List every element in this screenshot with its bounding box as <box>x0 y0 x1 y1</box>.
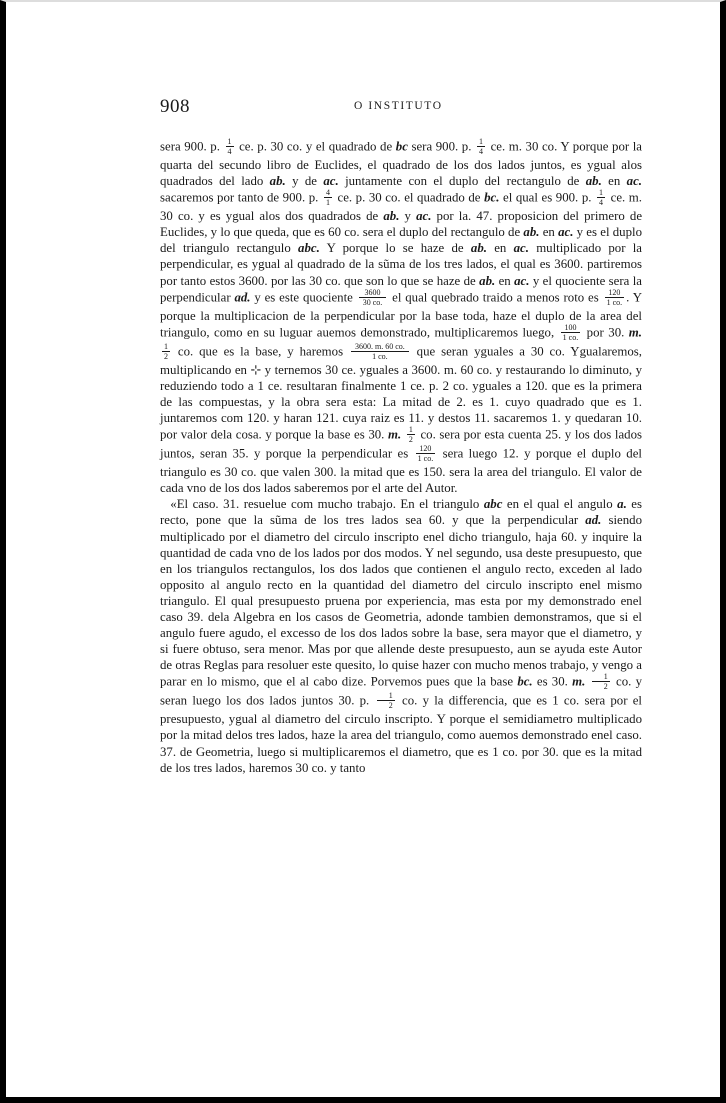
fraction-denominator: 1 <box>325 198 330 208</box>
fraction <box>407 425 415 444</box>
italic-term: ac. <box>558 225 574 240</box>
fraction-denominator: 2 <box>388 701 393 711</box>
fraction <box>561 323 581 342</box>
fraction-numerator: 1 <box>377 691 395 701</box>
italic-term: ac. <box>514 273 530 288</box>
fraction-denominator: 1 co. <box>372 351 388 361</box>
fraction-denominator: 1 co. <box>417 454 434 464</box>
italic-term: ac. <box>416 209 432 224</box>
italic-term: m. <box>628 325 642 340</box>
italic-term: bc <box>395 139 408 154</box>
fraction <box>416 444 436 463</box>
fraction-numerator: 120 <box>605 288 625 298</box>
italic-term: abc. <box>298 241 320 256</box>
fraction <box>597 188 605 207</box>
fraction-denominator: 2 <box>408 435 413 445</box>
fraction-numerator: 120 <box>416 444 436 454</box>
fraction-numerator: 1 <box>408 425 413 435</box>
fraction-denominator: 2 <box>164 351 168 361</box>
italic-term: ac. <box>323 174 339 189</box>
fraction <box>351 342 409 361</box>
italic-term: ab. <box>269 174 286 189</box>
fraction-numerator: 4 <box>325 188 330 198</box>
page-body <box>160 138 642 776</box>
book-page <box>160 96 642 776</box>
italic-term: bc. <box>517 674 533 689</box>
italic-term: ac. <box>513 241 529 256</box>
italic-term: ab. <box>523 225 540 240</box>
fraction-numerator: 1 <box>592 672 610 682</box>
fraction-denominator: 30 co. <box>362 297 383 307</box>
italic-term: ac. <box>626 174 642 189</box>
italic-term: ab. <box>383 209 400 224</box>
fraction <box>324 188 332 207</box>
italic-term: ab. <box>470 241 487 256</box>
italic-term: abc <box>483 497 503 512</box>
fraction-denominator: 1 co. <box>562 332 579 342</box>
page-header <box>160 96 642 118</box>
italic-term: m. <box>572 674 586 689</box>
fraction <box>605 288 625 307</box>
paragraph: «El caso. 31. resuelue com mucho trabajo. En el triangulo abc en el qual el angulo a. es recto, pone que la sũma de los tres lados sea 60. y que la perpendicular ad. siendo multiplicado por el diametro del circulo inscripto enel dicho triangulo, haja 60. y inquire la quantidad de cada vno de los lados por dos modos. Y nel segundo, usa deste presupuesto, que en los triangulos rectangulos, los dos lados que contienen el angulo recto, exceden al lado opposito al angulo recto en la quantidad del diametro del circulo inscripto enel mismo triangulo. El qual presupuesto pruena por experiencia, mas esta por my demonstrado enel caso 39. dela Algebra en los casos de Geometria, adonde tambien demonstramos, que si el angulo fuere agudo, el excesso de los dos lados sobre la base, sera mayor que el diametro, y si fuere obtuso, sera menor. Mas por que allende deste presupuesto, aun se ayuda este Autor de otras Reglas para resoluer este quesito, lo quise hazer con mucho menos trabajo, y vengo a parar en lo mismo, que el al cabo dize. Porvemos pues que la base bc. es 30. m. $\frac{1}{2}$ co. y seran luego los dos lados juntos 30. p. $\frac{1}{2}$ co. y la differencia, que es 1 co. sera por el presupuesto, ygual al diametro del circulo inscripto. Y porque el semidiametro multiplicado por la mitad delos tres lados, haze la area del triangulo, como auemos demonstrado enel caso. 37. de Geometria, luego si multiplicaremos el diametro, que es 1 co. por 30. que es la mitad de los tres lados, haremos 30 co. y tanto <box>160 497 643 775</box>
fraction-numerator: 100 <box>561 323 581 333</box>
fraction-denominator: 4 <box>227 147 232 156</box>
fraction-numerator: 3600. m. 60 co. <box>351 342 409 352</box>
fraction <box>592 672 610 691</box>
italic-term: ab. <box>479 273 496 288</box>
fraction <box>162 342 170 361</box>
fraction <box>359 288 387 307</box>
fraction-denominator: 4 <box>599 198 604 208</box>
italic-term: a. <box>617 497 627 512</box>
fraction-numerator: 1 <box>599 188 604 198</box>
fraction <box>377 691 395 710</box>
paragraph: sera 900. p. $\frac{1}{4}$ ce. p. 30 co. y el quadrado de bc sera 900. p. $\frac{1}{4}$ ce. m. 30 co. Y porque por la quarta del secundo libro de Euclides, el quadrado de los dos lados juntos, es ygual alos quadrados del lado ab. y de ac. juntamente con el duplo del rectangulo de ab. en ac. sacaremos por tanto de 900. p. $\frac{4}{1}$ ce. p. 30 co. el quadrado de bc. el qual es 900. p. $\frac{1}{4}$ ce. m. 30 co. y es ygual alos dos quadrados de ab. y ac. por la. 47. proposicion del primero de Euclides, y lo que queda, que es 60 co. sera el duplo del rectangulo de ab. en ac. y es el duplo del triangulo rectangulo abc. Y porque lo se haze de ab. en ac. multiplicado por la perpendicular, es ygual al quadrado de la sũma de los tres lados, el qual es 3600. partiremos por tanto estos 3600. por las 30 co. que son lo que se haze de ab. en ac. y el quociente sera la perpendicular ad. y es este quociente $\frac{3600}{30 co.}$ el qual quebrado traido a menos roto es $\frac{120}{1 co.}$ . Y porque la multiplicacion de la perpendicular por la base toda, haze el duplo de la area del triangulo, como en su luguar auemos demonstrado, multiplicaremos luego, $\frac{100}{1 co.}$ por 30. m. $\frac{1}{2}$ co. que es la base, y haremos $\frac{3600. m. 60 co.}{1 co.}$ que seran yguales a 30 co. Ygualaremos, multiplicando en ⊹ y ternemos 30 ce. yguales a 3600. m. 60 co. y restaurando lo diminuto, y reduziendo todo a 1 ce. resultaran finalmente 1 ce. p. 2 co. yguales a 120. que es la primera de las compuestas, y la obra sera esta: La mitad de 2. es 1. cuyo quadrado que es 1. juntaremos com 120. y haran 121. cuya raiz es 11. y destos 11. sacaremos 1. y quedaran 10. por valor dela cosa. y porque la base es 30. m. $\frac{1}{2}$ co. sera por esta cuenta 25. y los dos lados juntos, seran 35. y porque la perpendicular es $\frac{120}{1 co.}$ sera luego 12. y porque el duplo del triangulo es 30 co. que valen 300. la mitad que es 150. sera la area del triangulo. El valor de cada vno de los dos lados saberemos por el arte del Autor. <box>160 137 643 496</box>
fraction <box>226 137 234 156</box>
fraction-numerator: 1 <box>164 341 168 351</box>
page-number: 908 <box>160 96 190 117</box>
running-title: O INSTITUTO <box>354 100 443 112</box>
fraction-numerator: 3600 <box>359 288 387 298</box>
fraction-numerator: 1 <box>227 137 232 146</box>
italic-term: m. <box>388 427 402 442</box>
italic-term: ad. <box>585 513 602 528</box>
fraction-denominator: 1 co. <box>606 297 623 307</box>
italic-term: ad. <box>234 290 251 305</box>
fraction-denominator: 4 <box>479 147 483 156</box>
italic-term: bc. <box>484 190 500 205</box>
fraction-denominator: 2 <box>603 682 608 692</box>
fraction-numerator: 1 <box>479 137 483 146</box>
fraction <box>477 137 485 156</box>
italic-term: ab. <box>585 174 602 189</box>
